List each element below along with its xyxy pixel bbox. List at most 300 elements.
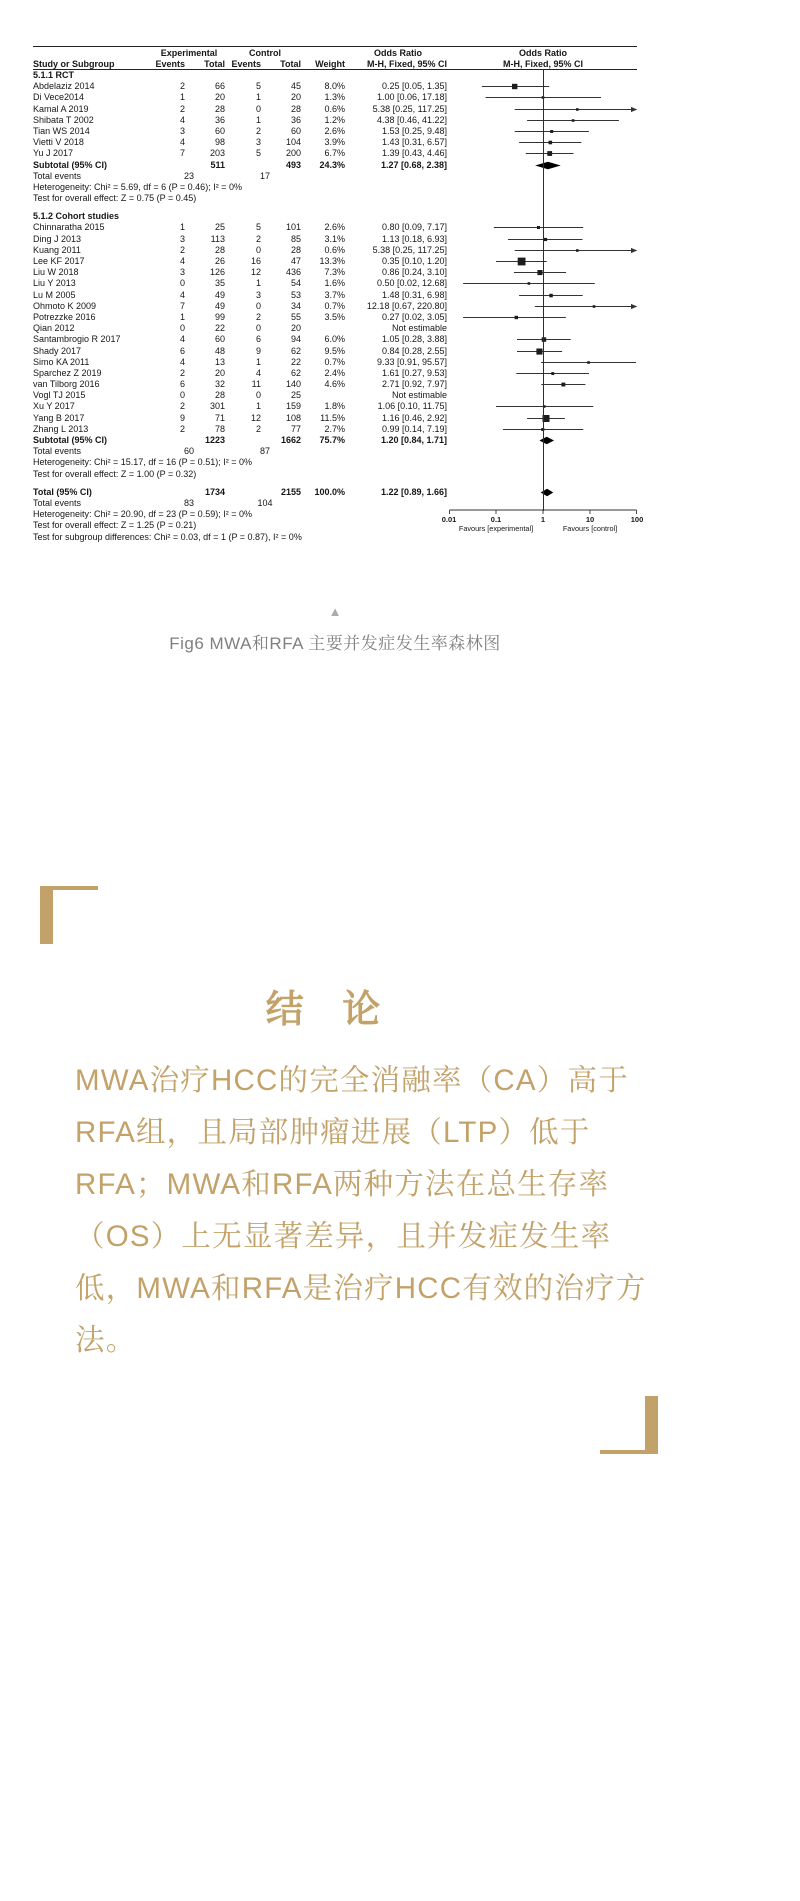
total-control: 28	[290, 244, 301, 255]
events-control	[227, 70, 263, 81]
study-row	[33, 401, 637, 412]
total-experimental: 35	[214, 278, 225, 289]
spacer	[303, 446, 637, 457]
events-experimental: 3	[179, 125, 185, 136]
total-experimental: 203	[209, 148, 225, 159]
total-experimental: 126	[209, 267, 225, 278]
study-row	[33, 126, 637, 137]
total-experimental: 13	[214, 356, 225, 367]
odds-ratio-value: 0.25 [0.05, 1.35]	[381, 81, 447, 92]
study-row	[33, 104, 637, 115]
total-control: 55	[290, 311, 301, 322]
weight-value: 1.8%	[324, 401, 345, 412]
total-control: 94	[290, 334, 301, 345]
subtotal-row	[33, 435, 637, 446]
spacer-row	[33, 480, 637, 487]
study-row	[33, 234, 637, 245]
study-row	[33, 301, 637, 312]
total-control: 101	[285, 222, 301, 233]
events-control: 104	[257, 497, 273, 508]
odds-ratio-value: 1.20 [0.84, 1.71]	[380, 435, 447, 445]
odds-ratio-value: Not estimable	[391, 323, 447, 334]
total-control: 85	[290, 233, 301, 244]
study-name: Shady 2017	[33, 345, 82, 356]
events-experimental: 6	[179, 345, 185, 356]
events-experimental: 60	[183, 446, 194, 457]
stats-note: Test for overall effect: Z = 1.00 (P = 0.32)	[33, 468, 197, 479]
events-control: 1	[255, 114, 261, 125]
events-experimental: 0	[179, 323, 185, 334]
footer-stats-lines	[33, 509, 449, 543]
study-name: Kuang 2011	[33, 244, 81, 255]
forest-header-groups	[33, 46, 637, 58]
study-row	[33, 81, 637, 92]
events-control: 2	[255, 423, 261, 434]
study-name: 5.1.1 RCT	[33, 70, 75, 80]
total-control: 108	[285, 412, 301, 423]
study-name: Yang B 2017	[33, 412, 85, 423]
events-control	[227, 435, 263, 446]
weight-value: 24.3%	[319, 159, 345, 170]
total-control: 2155	[280, 486, 301, 497]
weight-value: 4.6%	[324, 379, 345, 390]
events-experimental: 4	[179, 114, 185, 125]
odds-ratio-value: 0.27 [0.02, 3.05]	[381, 311, 447, 322]
total-control	[263, 70, 303, 81]
total-experimental: 301	[209, 401, 225, 412]
events-control	[227, 487, 263, 498]
events-control: 5	[255, 222, 261, 233]
study-name: Xu Y 2017	[33, 401, 75, 412]
weight-value: 2.6%	[324, 222, 345, 233]
events-experimental: 9	[179, 412, 185, 423]
odds-ratio-value: 9.33 [0.91, 95.57]	[376, 356, 447, 367]
events-experimental: 83	[183, 497, 194, 508]
study-name: Zhang L 2013	[33, 423, 89, 434]
total-experimental: 49	[214, 300, 225, 311]
weight-value: 1.6%	[324, 278, 345, 289]
events-experimental: 4	[179, 356, 185, 367]
study-name: Liu W 2018	[33, 267, 79, 278]
odds-ratio-value: 1.13 [0.18, 6.93]	[381, 233, 447, 244]
total-experimental: 26	[214, 256, 225, 266]
study-name: Di Vece2014	[33, 92, 85, 103]
events-experimental: 4	[179, 256, 185, 266]
control-group-header: Control	[249, 48, 281, 58]
axis-tick-label: 0.1	[490, 515, 502, 525]
spacer	[303, 498, 637, 509]
study-name: Tian WS 2014	[33, 125, 90, 136]
odds-ratio-value	[347, 211, 449, 222]
study-name: Santambrogio R 2017	[33, 334, 121, 345]
total-control: 20	[290, 323, 301, 334]
total-experimental: 113	[210, 233, 225, 244]
total-control: 140	[285, 379, 301, 390]
events-experimental: 1	[179, 92, 185, 103]
odds-ratio-value	[347, 70, 449, 81]
study-column-header: Study or Subgroup	[33, 59, 115, 69]
total-events-row	[33, 171, 637, 182]
collapse-triangle-icon[interactable]: ▲	[328, 603, 342, 619]
study-name: Ohmoto K 2009	[33, 300, 97, 311]
events-experimental: 3	[179, 267, 185, 278]
total-control: 62	[290, 345, 301, 356]
row-label: Total events	[33, 170, 82, 181]
study-row	[33, 312, 637, 323]
events-control: 1	[255, 356, 261, 367]
events-experimental: 7	[179, 148, 185, 159]
corner-bracket-bottom-right-icon	[600, 1396, 658, 1454]
total-control: 53	[290, 289, 301, 300]
study-name: Lu M 2005	[33, 289, 76, 300]
study-row	[33, 137, 637, 148]
weight-value: 9.5%	[324, 345, 345, 356]
events-experimental: 6	[179, 379, 185, 390]
events-control: 1	[255, 92, 261, 103]
row-label: Total events	[33, 446, 82, 457]
stats-note: Test for overall effect: Z = 0.75 (P = 0.45)	[33, 193, 197, 204]
study-name: Simo KA 2011	[33, 356, 90, 367]
study-row	[33, 290, 637, 301]
favours-labels	[449, 524, 637, 534]
forest-header-columns	[33, 58, 637, 70]
events-control: 1	[255, 401, 261, 412]
weight-value: 0.7%	[324, 356, 345, 367]
total-experimental: 48	[214, 345, 225, 356]
odds-ratio-value: 1.43 [0.31, 6.57]	[381, 137, 447, 148]
row-label: Total events	[33, 497, 82, 508]
axis-tick-label: 0.01	[441, 515, 457, 525]
study-row	[33, 413, 637, 424]
events-experimental	[151, 70, 187, 81]
study-name: Liu Y 2013	[33, 278, 76, 289]
events-control: 0	[255, 103, 261, 114]
forest-footer	[33, 509, 644, 543]
total-experimental: 1223	[204, 435, 225, 445]
weight-value: 1.3%	[324, 92, 345, 103]
events-experimental: 2	[179, 81, 185, 92]
conclusion-body: MWA治疗HCC的完全消融率（CA）高于RFA组，且局部肿瘤进展（LTP）低于RFA；MWA和RFA两种方法在总生存率（OS）上无显著差异，且并发症发生率低，MWA和RFA是治疗HCC有效的治疗方法。	[75, 1063, 647, 1357]
study-name: Subtotal (95% CI)	[33, 159, 108, 170]
forest-plot-figure	[33, 46, 644, 543]
total-experimental: 98	[214, 137, 225, 148]
odds-ratio-value: 1.06 [0.10, 11.75]	[377, 401, 447, 412]
events-control: 2	[255, 233, 261, 244]
weight-value: 0.7%	[324, 300, 345, 311]
method-plot-header: M-H, Fixed, 95% CI	[502, 59, 583, 69]
total-experimental: 1734	[204, 486, 225, 497]
odds-ratio-value: 2.71 [0.92, 7.97]	[381, 379, 447, 390]
events-control: 0	[255, 390, 261, 401]
weight-value: 3.1%	[324, 233, 345, 244]
weight-value	[303, 70, 347, 81]
experimental-group-header: Experimental	[160, 48, 218, 58]
study-row	[33, 256, 637, 267]
study-row	[33, 368, 637, 379]
odds-ratio-value: 5.38 [0.25, 117.25]	[372, 103, 447, 114]
study-row	[33, 379, 637, 390]
study-row	[33, 390, 637, 401]
events-experimental	[151, 211, 187, 222]
weight-value: 2.6%	[324, 125, 345, 136]
events-experimental: 2	[179, 244, 185, 255]
events-experimental	[151, 160, 187, 171]
events-experimental: 0	[179, 278, 185, 289]
subtotal-row	[33, 160, 637, 171]
events-experimental: 4	[179, 289, 185, 300]
odds-ratio-value: 4.38 [0.46, 41.22]	[376, 114, 447, 125]
total-experimental: 28	[214, 244, 225, 255]
odds-ratio-value: 0.35 [0.10, 1.20]	[381, 256, 447, 266]
study-name: Ding J 2013	[33, 233, 82, 244]
odds-ratio-value: 0.99 [0.14, 7.19]	[381, 423, 447, 434]
study-row	[33, 424, 637, 435]
total-control: 45	[290, 81, 301, 92]
events-experimental: 1	[179, 222, 185, 233]
weight-value: 0.6%	[324, 244, 345, 255]
total-experimental: 22	[214, 323, 225, 334]
weight-value: 13.3%	[319, 256, 345, 266]
events-control: 12	[250, 267, 261, 278]
total-experimental: 66	[214, 81, 225, 92]
total-experimental: 60	[214, 125, 225, 136]
total-experimental: 20	[214, 92, 225, 103]
total-experimental: 511	[210, 159, 225, 170]
events-control: 0	[255, 244, 261, 255]
favours-control-label: Favours [control]	[562, 524, 618, 534]
events-control: 0	[255, 300, 261, 311]
figure-footer-block	[0, 605, 670, 654]
weight-column-header: Weight	[315, 59, 345, 69]
study-row	[33, 245, 637, 256]
events-control: 1	[255, 278, 261, 289]
total-control: 60	[290, 125, 301, 136]
weight-value	[303, 211, 347, 222]
study-name: Lee KF 2017	[33, 256, 85, 266]
events-control: 16	[250, 256, 261, 266]
weight-value: 2.7%	[324, 423, 345, 434]
spacer	[303, 171, 637, 182]
study-name: Subtotal (95% CI)	[33, 435, 108, 445]
odds-ratio-value: Not estimable	[391, 390, 447, 401]
study-name: Shibata T 2002	[33, 114, 94, 125]
events-control	[227, 160, 263, 171]
events-column-header: Events	[155, 59, 185, 69]
study-name: Yu J 2017	[33, 148, 74, 159]
events-control: 11	[251, 379, 261, 390]
events-control	[227, 211, 263, 222]
total-experimental: 78	[214, 423, 225, 434]
events-experimental: 2	[179, 367, 185, 378]
events-experimental: 2	[179, 401, 185, 412]
stats-note: Test for overall effect: Z = 1.25 (P = 0.21)	[33, 520, 197, 531]
events-experimental: 1	[179, 311, 185, 322]
odds-ratio-value: 1.16 [0.46, 2.92]	[381, 412, 447, 423]
stats-note: Heterogeneity: Chi² = 15.17, df = 16 (P = 0.51); I² = 0%	[33, 457, 252, 468]
total-control: 22	[290, 356, 301, 367]
weight-value	[303, 323, 347, 334]
total-control: 34	[290, 300, 301, 311]
total-experimental: 49	[214, 289, 225, 300]
events-control: 2	[255, 311, 261, 322]
weight-value: 8.0%	[324, 81, 345, 92]
events-experimental: 2	[179, 423, 185, 434]
axis-tick-label: 100	[630, 515, 644, 525]
study-name: Sparchez Z 2019	[33, 367, 102, 378]
events-experimental: 7	[179, 300, 185, 311]
events-control: 12	[250, 412, 261, 423]
weight-value: 1.2%	[324, 114, 345, 125]
weight-value: 100.0%	[314, 486, 345, 497]
total-experimental: 60	[214, 334, 225, 345]
weight-value: 7.3%	[324, 267, 345, 278]
events-experimental	[151, 487, 187, 498]
events-column-header: Events	[231, 59, 261, 69]
events-control: 17	[259, 170, 270, 181]
weight-value: 0.6%	[324, 103, 345, 114]
odds-ratio-value: 12.18 [0.67, 220.80]	[366, 300, 447, 311]
total-experimental: 20	[214, 367, 225, 378]
weight-value: 6.7%	[324, 148, 345, 159]
total-control: 20	[290, 92, 301, 103]
total-control: 36	[290, 114, 301, 125]
odds-ratio-value: 1.39 [0.43, 4.46]	[381, 148, 447, 159]
figure-caption: Fig6 MWA和RFA 主要并发症发生率森林图	[169, 633, 501, 653]
total-experimental: 36	[214, 114, 225, 125]
events-experimental: 4	[179, 137, 185, 148]
corner-bracket-top-left-icon	[40, 886, 98, 944]
axis-tick-labels	[441, 515, 644, 525]
odds-ratio-value: 1.00 [0.06, 17.18]	[376, 92, 447, 103]
events-control: 4	[255, 367, 261, 378]
events-control: 5	[255, 148, 261, 159]
odds-ratio-value: 0.84 [0.28, 2.55]	[381, 345, 447, 356]
total-experimental: 28	[214, 390, 225, 401]
total-column-header: Total	[280, 59, 301, 69]
study-row	[33, 115, 637, 126]
events-experimental: 23	[183, 170, 194, 181]
total-control: 77	[290, 423, 301, 434]
odds-ratio-value: 0.50 [0.02, 12.68]	[376, 278, 447, 289]
study-name: Vietti V 2018	[33, 137, 84, 148]
section-label-row	[33, 70, 637, 81]
events-experimental: 2	[179, 103, 185, 114]
plot-axis	[441, 509, 644, 543]
events-control: 3	[255, 137, 261, 148]
total-control: 1662	[280, 435, 301, 445]
total-events-row	[33, 498, 637, 509]
total-experimental	[187, 211, 227, 222]
study-row	[33, 222, 637, 233]
events-control: 6	[255, 334, 261, 345]
axis-tick-label: 10	[585, 515, 595, 525]
odds-ratio-value: 1.61 [0.27, 9.53]	[381, 367, 447, 378]
total-control: 62	[290, 367, 301, 378]
study-name: Abdelaziz 2014	[33, 81, 95, 92]
study-row	[33, 267, 637, 278]
events-control: 0	[255, 323, 261, 334]
total-experimental: 25	[214, 222, 225, 233]
total-control: 47	[290, 256, 301, 266]
events-experimental: 3	[179, 233, 185, 244]
study-name: Potrezzke 2016	[33, 311, 96, 322]
odds-ratio-value: 5.38 [0.25, 117.25]	[372, 244, 447, 255]
odds-ratio-value: 1.22 [0.89, 1.66]	[380, 486, 447, 497]
no-effect-line	[543, 70, 544, 511]
study-name: Chinnaratha 2015	[33, 222, 105, 233]
study-row	[33, 148, 637, 159]
stats-note: Heterogeneity: Chi² = 20.90, df = 23 (P = 0.59); I² = 0%	[33, 509, 252, 520]
total-control: 25	[290, 390, 301, 401]
study-row	[33, 278, 637, 289]
events-experimental	[151, 435, 187, 446]
study-row	[33, 346, 637, 357]
total-control: 436	[285, 267, 301, 278]
odds-ratio-value: 0.80 [0.09, 7.17]	[381, 222, 447, 233]
favours-experimental-label: Favours [experimental]	[458, 524, 534, 534]
odds-ratio-plot-header: Odds Ratio	[518, 48, 567, 58]
section-label-row	[33, 211, 637, 222]
weight-value	[303, 390, 347, 401]
total-control: 200	[285, 148, 301, 159]
total-control: 493	[285, 159, 301, 170]
odds-ratio-value: 1.48 [0.31, 6.98]	[381, 289, 447, 300]
total-control	[263, 211, 303, 222]
study-row	[33, 334, 637, 345]
events-experimental: 0	[179, 390, 185, 401]
study-name: Vogl TJ 2015	[33, 390, 86, 401]
spacer-row	[33, 204, 637, 211]
weight-value: 3.5%	[324, 311, 345, 322]
total-control: 159	[285, 401, 301, 412]
study-row	[33, 357, 637, 368]
weight-value: 6.0%	[324, 334, 345, 345]
study-name: Kamal A 2019	[33, 103, 89, 114]
total-control: 104	[285, 137, 301, 148]
odds-ratio-header: Odds Ratio	[373, 48, 422, 58]
odds-ratio-value: 1.53 [0.25, 9.48]	[381, 125, 447, 136]
events-control: 5	[255, 81, 261, 92]
weight-value: 3.9%	[324, 137, 345, 148]
study-name: Total (95% CI)	[33, 486, 92, 497]
total-events-row	[33, 446, 637, 457]
total-experimental: 32	[214, 379, 225, 390]
events-control: 9	[255, 345, 261, 356]
total-experimental	[187, 70, 227, 81]
total-experimental: 28	[214, 103, 225, 114]
total-column-header: Total	[204, 59, 225, 69]
conclusion-title: 结 论	[265, 988, 395, 1031]
axis-tick-label: 1	[540, 515, 546, 525]
study-name: 5.1.2 Cohort studies	[33, 211, 120, 222]
study-row	[33, 92, 637, 103]
study-name: Qian 2012	[33, 323, 75, 334]
study-row	[33, 323, 637, 334]
weight-value: 11.5%	[320, 412, 345, 423]
stats-note: Test for subgroup differences: Chi² = 0.03, df = 1 (P = 0.87), I² = 0%	[33, 531, 302, 542]
odds-ratio-value: 0.86 [0.24, 3.10]	[381, 267, 447, 278]
total-row	[33, 487, 637, 498]
events-experimental: 4	[179, 334, 185, 345]
method-column-header: M-H, Fixed, 95% CI	[366, 59, 447, 69]
total-experimental: 99	[214, 311, 225, 322]
odds-ratio-value: 1.27 [0.68, 2.38]	[380, 159, 447, 170]
events-control: 87	[259, 446, 270, 457]
weight-value: 75.7%	[319, 435, 345, 445]
total-control: 54	[290, 278, 301, 289]
events-control: 2	[255, 125, 261, 136]
total-control: 28	[290, 103, 301, 114]
